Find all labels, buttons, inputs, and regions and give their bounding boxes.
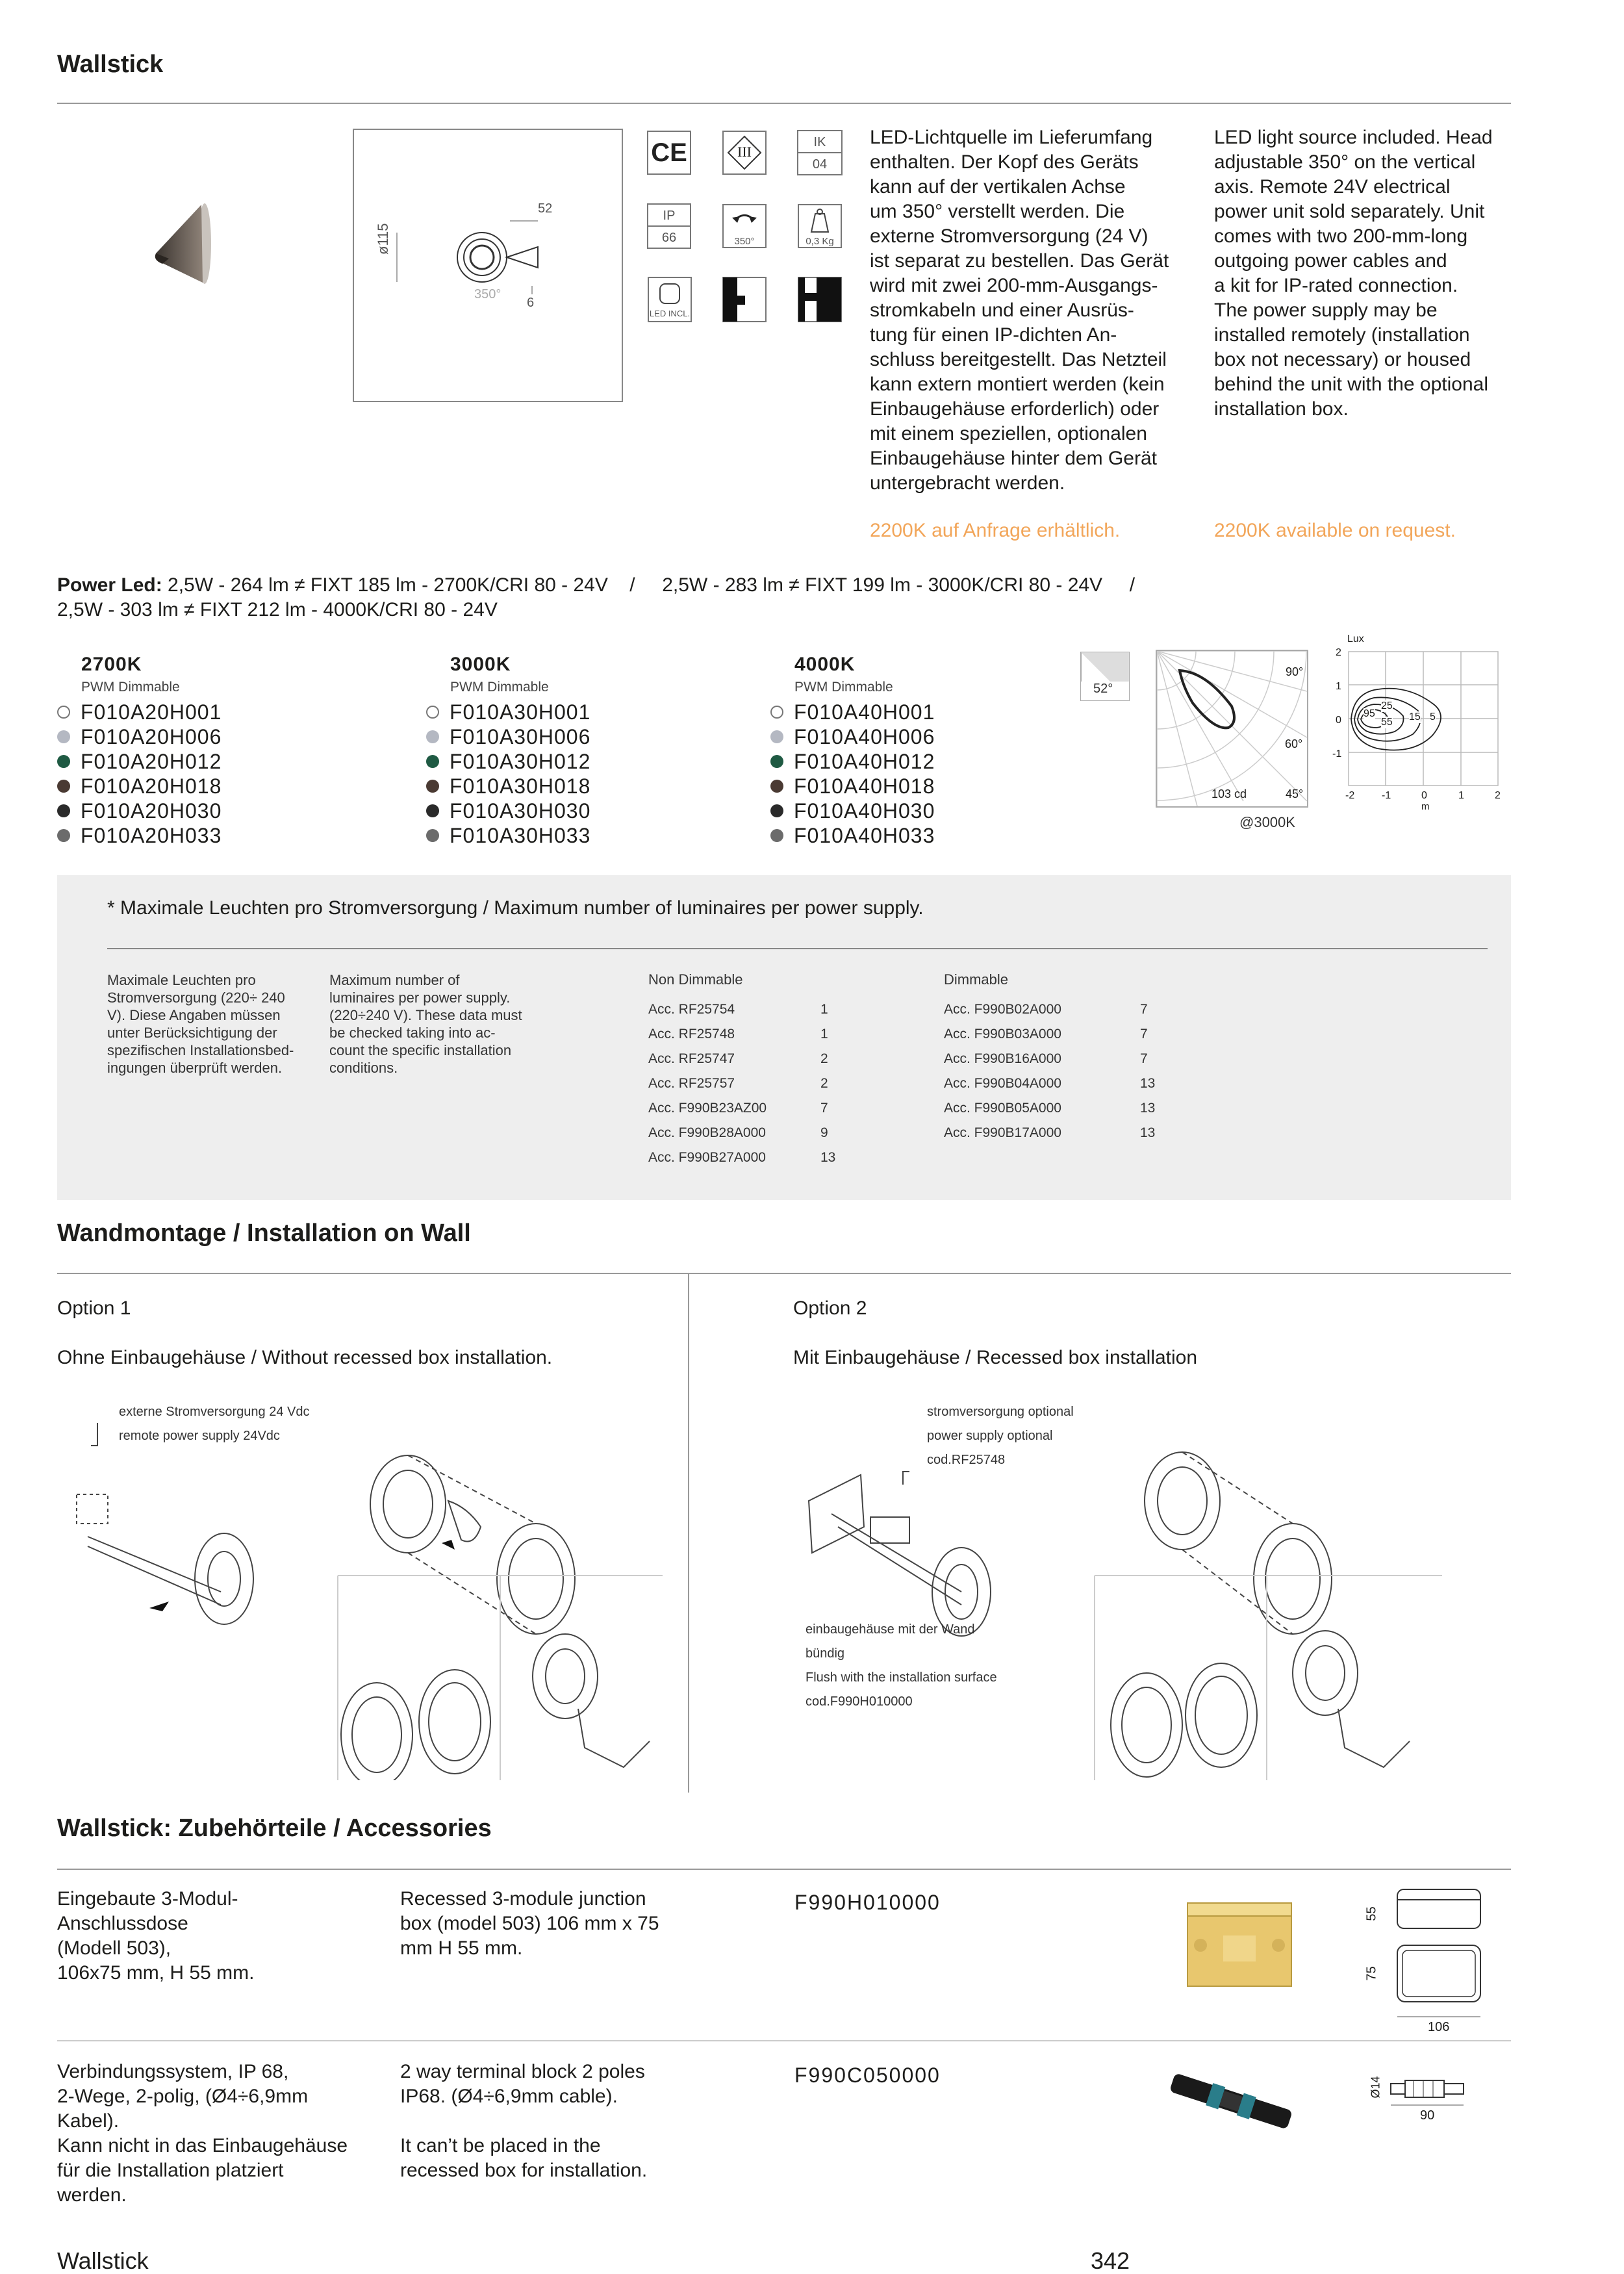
table-row: Acc. F990B17A000 13 — [944, 1125, 1156, 1140]
dimmable-table — [944, 997, 1155, 1145]
code-item: F010A40H033 — [770, 823, 935, 848]
code-item: F010A30H012 — [426, 749, 590, 774]
code-item: F010A30H001 — [426, 700, 590, 724]
rotation-icon: 350° — [722, 203, 767, 249]
option-divider — [688, 1273, 689, 1793]
code-item: F010A40H030 — [770, 798, 935, 823]
accessory-2-code: F990C050000 — [794, 2063, 941, 2087]
code-item: F010A20H006 — [57, 724, 222, 749]
table-row: Acc. RF25754 1 — [648, 1002, 828, 1017]
page-title: Wallstick — [57, 51, 164, 78]
code-list-3000k — [426, 700, 590, 848]
non-dimmable-table — [648, 997, 835, 1170]
lux-diagram: Lux 2 1 0 -1 95 25 55 15 5 -2 -1 0 1 2 m — [1332, 633, 1501, 812]
table-row: Acc. F990B27A000 13 — [648, 1150, 836, 1165]
code-item: F010A40H001 — [770, 700, 935, 724]
page-number: 342 — [1091, 2247, 1130, 2274]
option-2-flush-note: einbaugehäuse mit der Wand bündig Flush with the installation surface cod.F990H010000 — [806, 1622, 997, 1709]
power-led-line-2: 2,5W - 303 lm ≠ FIXT 212 lm - 4000K/CRI 80 - 24V — [57, 599, 498, 620]
code-item: F010A30H030 — [426, 798, 590, 823]
availability-note-de: 2200K auf Anfrage erhältlich. — [870, 520, 1121, 541]
supply-title: * Maximale Leuchten pro Stromversorgung / Maximum number of luminaires per power supply. — [107, 897, 924, 919]
junction-box-drawing: 55 75 106 — [1365, 1887, 1482, 2043]
option-1-note: externe Stromversorgung 24 Vdc remote power supply 24Vdc — [119, 1405, 310, 1443]
depth-dim: 6 — [527, 296, 535, 310]
accessory-1-en: Recessed 3-module junction box (model 503) 106 mm x 75 mm H 55 mm. — [400, 1888, 659, 1959]
installation-title: Wandmontage / Installation on Wall — [57, 1220, 471, 1247]
led-included-icon: LED INCL. — [647, 276, 692, 323]
weight-icon: 0,3 Kg — [797, 203, 843, 249]
accessory-separator — [57, 2040, 1511, 2041]
code-item: F010A20H001 — [57, 700, 222, 724]
beam-angle-icon: 52° — [1080, 652, 1130, 701]
code-item: F010A40H018 — [770, 774, 935, 798]
option-2-illustration — [799, 1416, 1449, 1780]
width-dim: 52 — [538, 201, 553, 216]
table-row: Acc. RF25747 2 — [648, 1051, 828, 1066]
table-row: Acc. F990B03A000 7 — [944, 1027, 1148, 1041]
option-1-illustration — [65, 1416, 669, 1780]
power-led-label: Power Led: — [57, 574, 162, 596]
ip-rating-icon: IP 66 — [647, 203, 691, 249]
variant-4000k: 4000K PWM Dimmable — [794, 654, 893, 695]
table-row: Acc. F990B04A000 13 — [944, 1076, 1156, 1091]
power-supply-panel — [57, 875, 1511, 1200]
terminal-block-image — [1163, 2062, 1299, 2140]
title-divider — [57, 103, 1511, 104]
supply-note-de: Maximale Leuchten pro Stromversorgung (220÷ 240 V). Diese Angaben müssen unter Berücksichtigung der spezifischen Installationsbed- ingungen überprüft werden. — [107, 972, 294, 1076]
accessories-title: Wallstick: Zubehörteile / Accessories — [57, 1815, 492, 1842]
code-item: F010A30H018 — [426, 774, 590, 798]
code-list-4000k — [770, 700, 935, 848]
junction-box-image — [1184, 1900, 1295, 1989]
description-de: LED-Lichtquelle im Lieferumfang enthalten. Der Kopf des Geräts kann auf der vertikalen Achse um 350° verstellt werden. Die externe Stromversorgung (24 V) ist separat zu bestellen. Das Gerät wird mit zwei 200-mm-Ausgangs- stromkabeln und einer Ausrüs- tung für einen IP-dichten An- schluss bereitgestellt. Das Netzteil kann extern montiert werden (kein Einbaugehäuse erforderlich) oder mit einem speziellen, optionalen Einbaugehäuse hinter dem Gerät untergebracht werden. — [870, 127, 1169, 494]
table-row: Acc. F990B02A000 7 — [944, 1002, 1148, 1017]
ce-mark-icon: CE — [647, 131, 691, 175]
diameter-dim: ø115 — [375, 223, 391, 255]
table-row: Acc. RF25748 1 — [648, 1027, 828, 1041]
accessory-1-de: Eingebaute 3-Modul- Anschlussdose (Modell 503), 106x75 mm, H 55 mm. — [57, 1888, 255, 1984]
wall-mount-icon — [722, 276, 767, 323]
code-item: F010A30H033 — [426, 823, 590, 848]
code-item: F010A30H006 — [426, 724, 590, 749]
accessory-1-code: F990H010000 — [794, 1891, 941, 1914]
class-3-icon: III — [722, 130, 767, 175]
table-row: Acc. F990B28A000 9 — [648, 1125, 828, 1140]
polar-temp-label: @3000K — [1239, 814, 1295, 830]
description-en: LED light source included. Head adjustable 350° on the vertical axis. Remote 24V electrical power unit sold separately. Unit comes with two 200-mm-long outgoing power cables and a kit for IP-rated connection. The power supply may be installed remotely (installation box not necessary) or housed behind the unit with the optional installation box. — [1214, 127, 1493, 420]
table-row: Acc. F990B23AZ00 7 — [648, 1101, 828, 1116]
footer-product: Wallstick — [57, 2247, 149, 2274]
power-led-line: Power Led: 2,5W - 264 lm ≠ FIXT 185 lm - 2700K/CRI 80 - 24V / 2,5W - 283 lm ≠ FIXT 199 lm - 3000K/CRI 80 - 24V / — [57, 574, 1136, 596]
code-list-2700k — [57, 700, 222, 848]
terminal-block-drawing: Ø14 90 — [1365, 2073, 1482, 2125]
code-item: F010A20H030 — [57, 798, 222, 823]
angle-dim: 350° — [474, 287, 501, 301]
option-2-desc: Mit Einbaugehäuse / Recessed box installation — [793, 1347, 1198, 1368]
technical-drawing — [353, 129, 623, 402]
option-1-title: Option 1 — [57, 1297, 131, 1319]
supply-note-en: Maximum number of luminaires per power supply. (220÷240 V). These data must be checked taking into ac- count the specific installation conditions. — [329, 972, 522, 1076]
dimmable-header: Dimmable — [944, 971, 1009, 988]
table-row: Acc. F990B05A000 13 — [944, 1101, 1156, 1116]
code-item: F010A20H012 — [57, 749, 222, 774]
code-item: F010A20H033 — [57, 823, 222, 848]
polar-diagram: 90° 60° 45° 103 cd — [1156, 650, 1308, 808]
variant-2700k: 2700K PWM Dimmable — [81, 654, 180, 695]
non-dimmable-header: Non Dimmable — [648, 971, 743, 988]
option-1-desc: Ohne Einbaugehäuse / Without recessed box installation. — [57, 1347, 553, 1368]
installation-divider — [57, 1273, 1511, 1274]
option-2-note: stromversorgung optional power supply optional cod.RF25748 — [927, 1405, 1074, 1467]
code-item: F010A40H012 — [770, 749, 935, 774]
ik-rating-icon: IK 04 — [797, 130, 843, 175]
table-row: Acc. RF25757 2 — [648, 1076, 828, 1091]
option-2-title: Option 2 — [793, 1297, 867, 1319]
product-photo — [130, 195, 221, 292]
table-row: Acc. F990B16A000 7 — [944, 1051, 1148, 1066]
accessories-divider — [57, 1869, 1511, 1870]
accessory-2-de: Verbindungssystem, IP 68, 2-Wege, 2-polig, (Ø4÷6,9mm Kabel). Kann nicht in das Einbaugehäuse für die Installation platziert werden. — [57, 2061, 348, 2206]
installation-icon — [797, 276, 843, 323]
code-item: F010A20H018 — [57, 774, 222, 798]
code-item: F010A40H006 — [770, 724, 935, 749]
availability-note-en: 2200K available on request. — [1214, 520, 1456, 541]
variant-3000k: 3000K PWM Dimmable — [450, 654, 549, 695]
accessory-2-en: 2 way terminal block 2 poles IP68. (Ø4÷6,9mm cable). It can’t be placed in the recessed box for installation. — [400, 2061, 648, 2181]
